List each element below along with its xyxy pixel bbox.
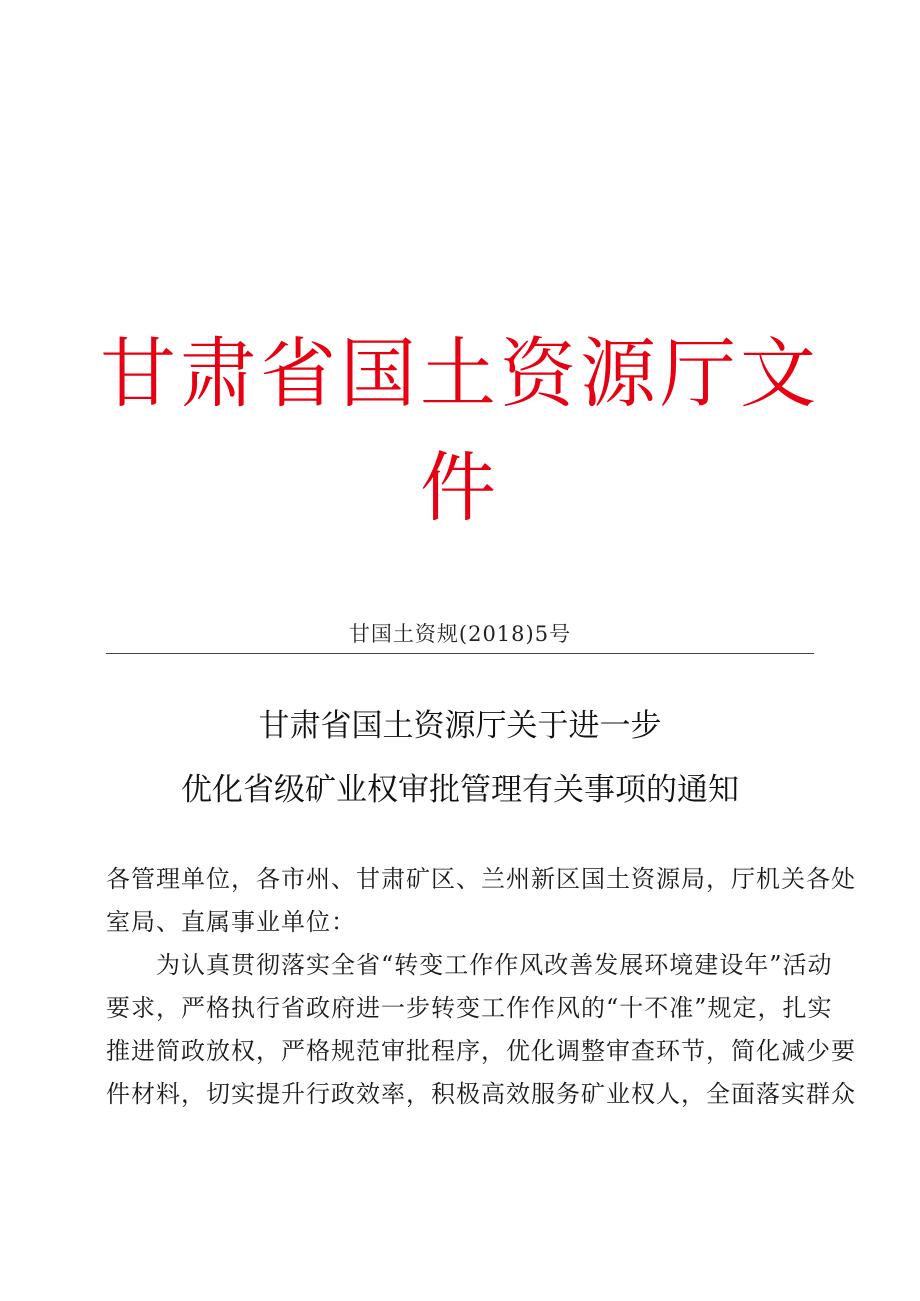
body-line-6: 件材料，切实提升行政效率，积极高效服务矿业权人，全面落实群众 [106,1080,856,1108]
body-line-3: 为认真贯彻落实全省“转变工作作风改善发展环境建设年”活动 [106,951,833,979]
header-divider [106,653,814,654]
document-header-title: 甘肃省国土资源厅文 [100,329,820,418]
document-number: 甘国土资规(2018)5号 [348,622,572,646]
body-line-2: 室局、直属事业单位： [106,908,356,936]
document-header-title-continued: 件 [420,443,500,532]
notice-title-line-1: 甘肃省国土资源厅关于进一步 [258,708,662,744]
body-line-1: 各管理单位，各市州、甘肃矿区、兰州新区国土资源局，厅机关各处 [106,865,856,893]
notice-title-line-2: 优化省级矿业权审批管理有关事项的通知 [181,772,739,808]
body-line-4: 要求，严格执行省政府进一步转变工作作风的“十不准”规定，扎实 [106,994,833,1022]
body-line-5: 推进简政放权，严格规范审批程序，优化调整审查环节，简化减少要 [106,1037,856,1065]
